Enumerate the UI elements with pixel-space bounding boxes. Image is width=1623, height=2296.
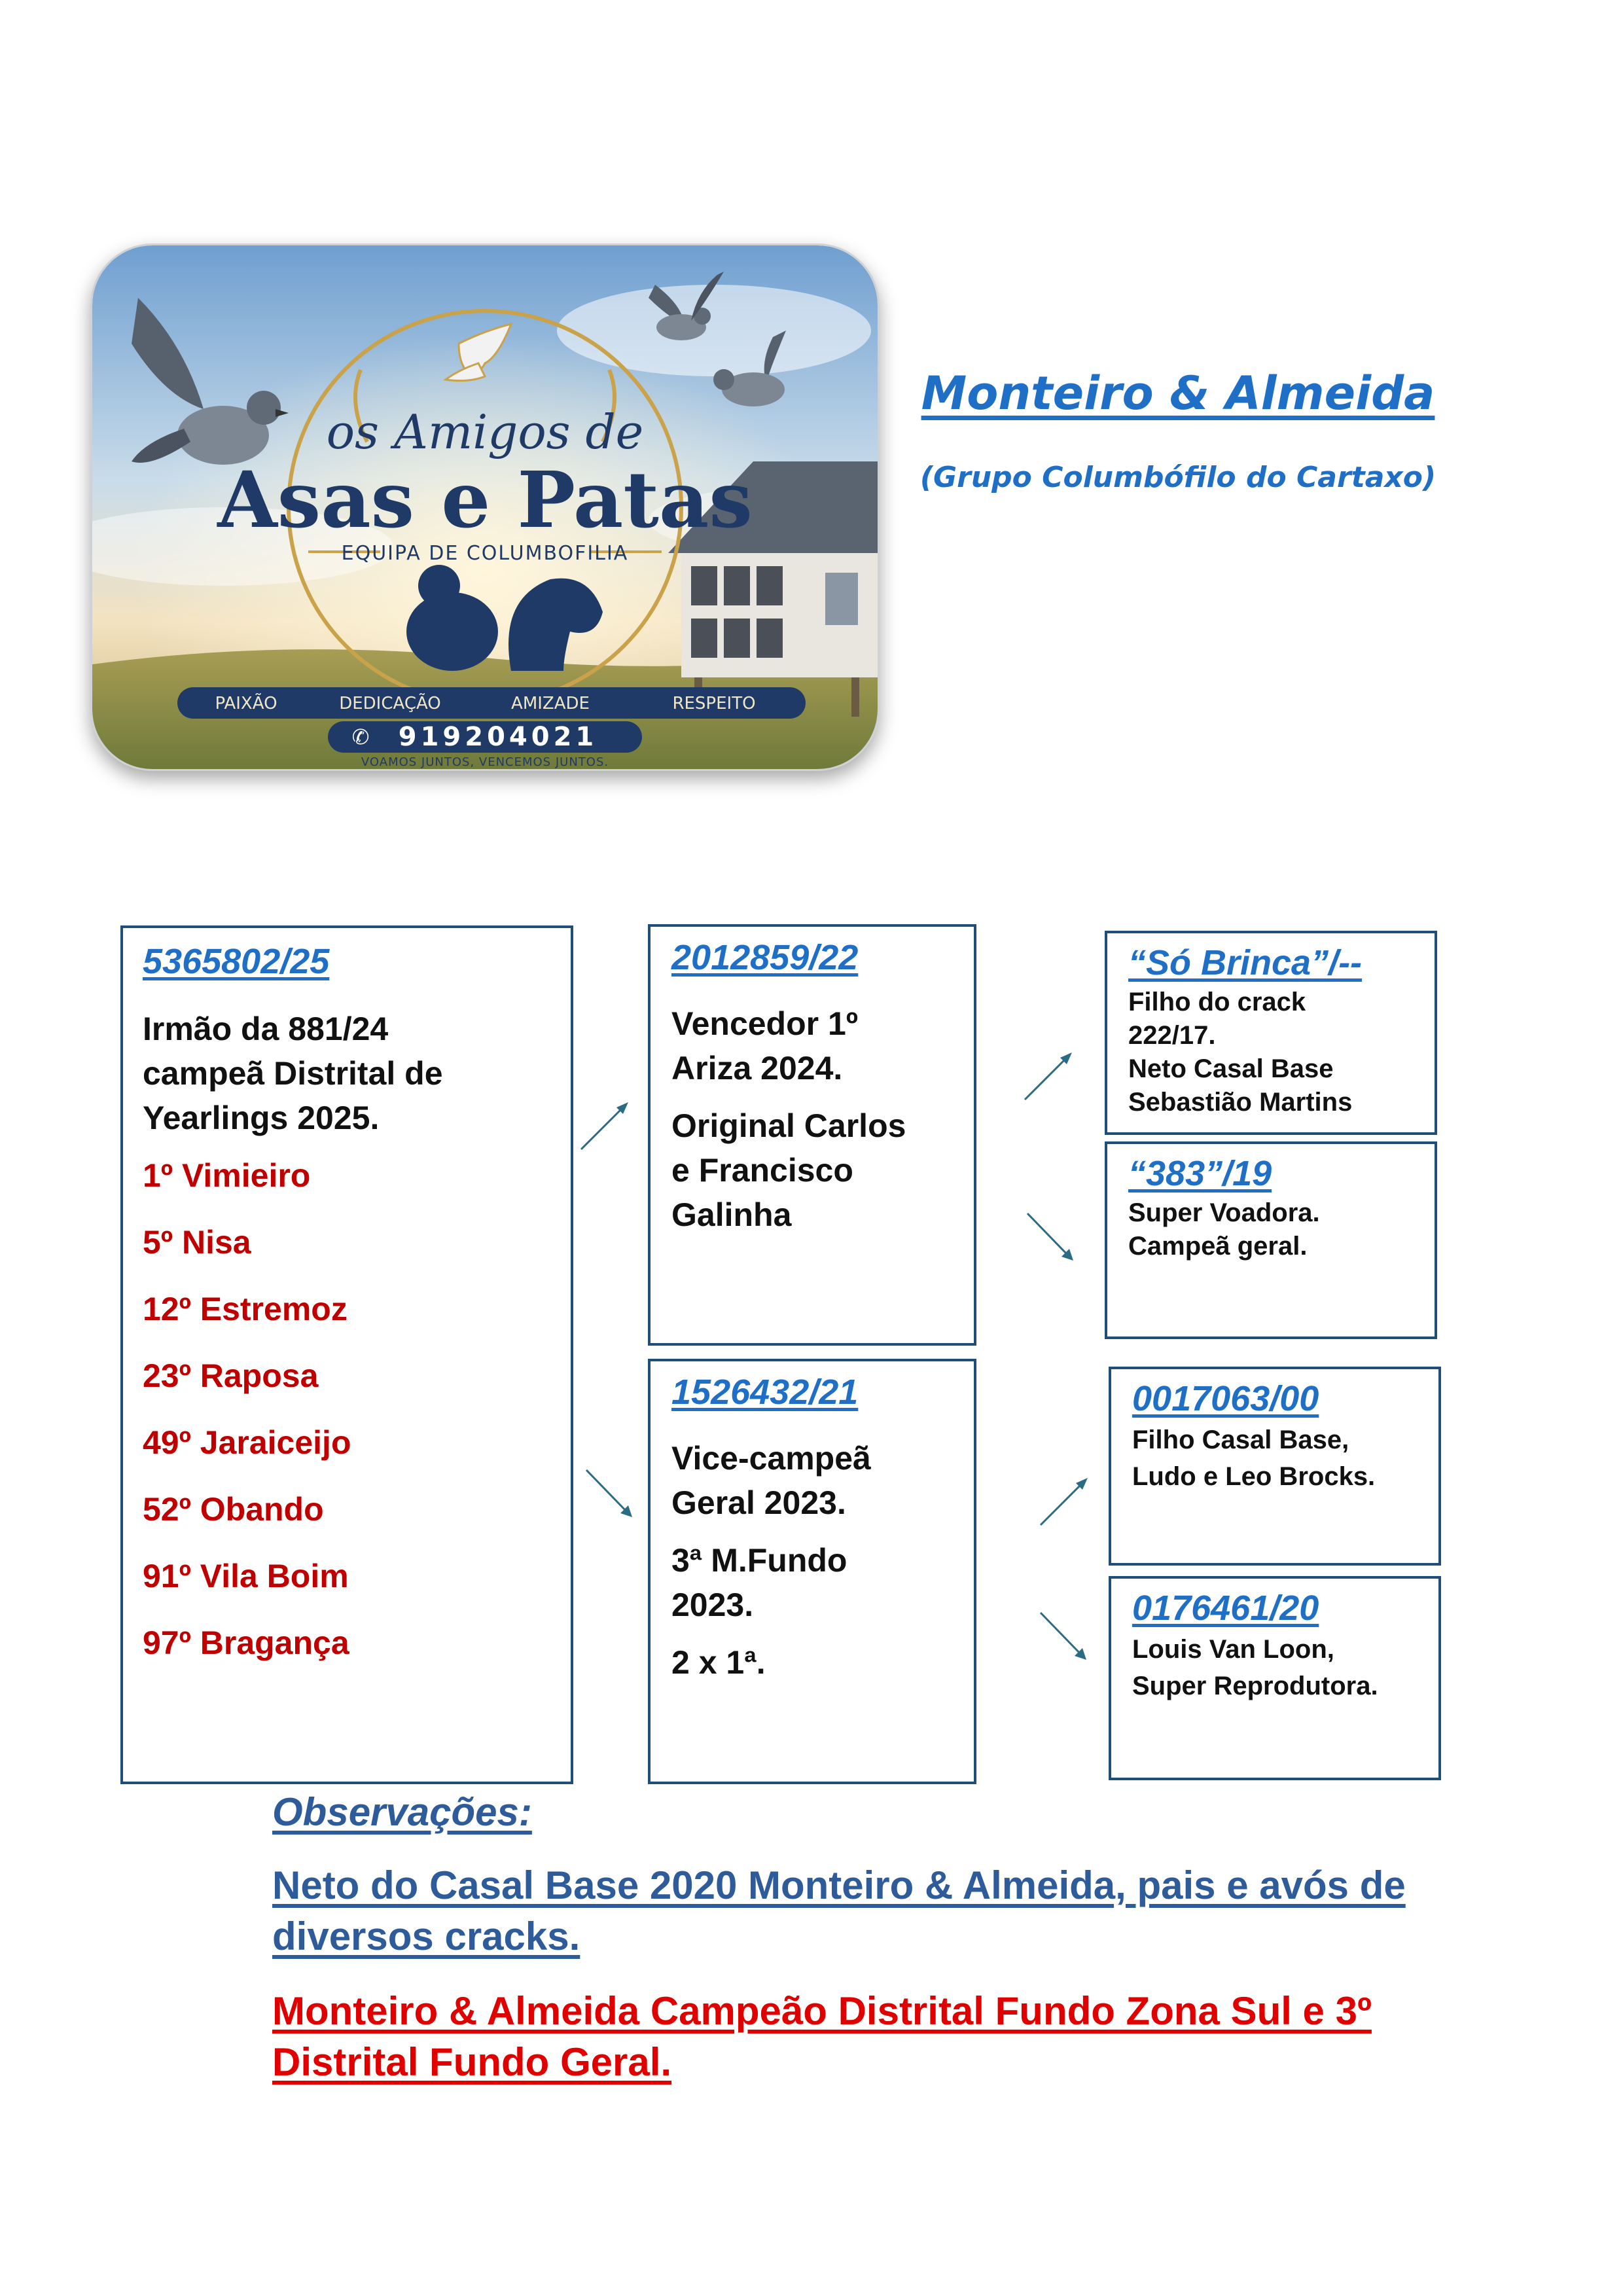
sire-origin: Original Carlos e Francisco Galinha	[671, 1107, 906, 1233]
sire-achievement: Vencedor 1º Ariza 2024.	[671, 1005, 859, 1086]
result-item: 52º Obando	[143, 1491, 324, 1528]
dam-achievement-2: 3ª M.Fundo 2023.	[671, 1542, 847, 1623]
arrow-up-right-icon	[579, 1100, 631, 1152]
dam-dam-ring: 0176461/20	[1132, 1588, 1319, 1628]
value-dedicacao: DEDICAÇÃO	[339, 694, 441, 713]
dam-dam-box	[1109, 1576, 1441, 1780]
logo-motto: VOAMOS JUNTOS, VENCEMOS JUNTOS.	[361, 755, 609, 769]
team-logo	[90, 243, 880, 771]
subject-box	[120, 925, 573, 1784]
sire-dam-ring: “383”/19	[1128, 1154, 1272, 1193]
result-item: 12º Estremoz	[143, 1291, 348, 1327]
arrow-down-right-icon	[584, 1467, 636, 1520]
phone-icon: ✆	[351, 725, 370, 749]
observations-title: Observações:	[272, 1790, 532, 1834]
dam-dam-notes: Louis Van Loon, Super Reprodutora.	[1132, 1635, 1378, 1700]
subject-description: Irmão da 881/24 campeã Distrital de Yearlings 2025.	[143, 1011, 443, 1136]
value-respeito: RESPEITO	[672, 694, 756, 713]
result-item: 97º Bragança	[143, 1624, 349, 1661]
arrow-down-right-icon	[1025, 1211, 1077, 1263]
dam-sire-box	[1109, 1367, 1441, 1566]
subject-ring: 5365802/25	[143, 942, 330, 981]
result-item: 91º Vila Boim	[143, 1558, 349, 1594]
arrow-down-right-icon	[1038, 1610, 1090, 1662]
dam-sire-notes: Filho Casal Base, Ludo e Leo Brocks.	[1132, 1426, 1376, 1491]
logo-phone: 919204021	[398, 722, 598, 752]
logo-main-text: Asas e Patas	[217, 454, 753, 545]
logo-tagline: EQUIPA DE COLUMBOFILIA	[341, 542, 629, 565]
sire-dam-box	[1105, 1141, 1437, 1339]
page-title: Monteiro & Almeida	[921, 367, 1435, 420]
result-item: 49º Jaraiceijo	[143, 1424, 351, 1461]
observation-note: Neto do Casal Base 2020 Monteiro & Almeida, pais e avós de diversos cracks.	[272, 1863, 1406, 1958]
result-item: 23º Raposa	[143, 1357, 319, 1394]
logo-script-text: os Amigos de	[326, 404, 644, 459]
result-item: 1º Vimieiro	[143, 1157, 311, 1194]
arrow-up-right-icon	[1022, 1050, 1075, 1102]
result-item: 5º Nisa	[143, 1224, 251, 1261]
dam-sire-ring: 0017063/00	[1132, 1379, 1319, 1418]
value-amizade: AMIZADE	[511, 694, 590, 713]
page-subtitle: (Grupo Columbófilo do Cartaxo)	[919, 461, 1436, 494]
sire-sire-box	[1105, 931, 1437, 1135]
dam-ring: 1526432/21	[671, 1372, 859, 1412]
sire-ring: 2012859/22	[671, 938, 859, 977]
arrow-up-right-icon	[1038, 1475, 1090, 1528]
sire-dam-notes: Super Voadora. Campeã geral.	[1128, 1198, 1320, 1261]
value-paixao: PAIXÃO	[215, 694, 277, 713]
dam-box	[648, 1359, 976, 1784]
sire-sire-notes: Filho do crack 222/17. Neto Casal Base Sebastião Martins	[1128, 988, 1353, 1117]
observation-highlight: Monteiro & Almeida Campeão Distrital Fundo Zona Sul e 3º Distrital Fundo Geral.	[272, 1989, 1372, 2084]
dam-achievement: Vice-campeã Geral 2023.	[671, 1440, 871, 1521]
dam-achievement-3: 2 x 1ª.	[671, 1644, 766, 1681]
sire-sire-ring: “Só Brinca”/--	[1128, 943, 1363, 982]
sire-box	[648, 924, 976, 1346]
